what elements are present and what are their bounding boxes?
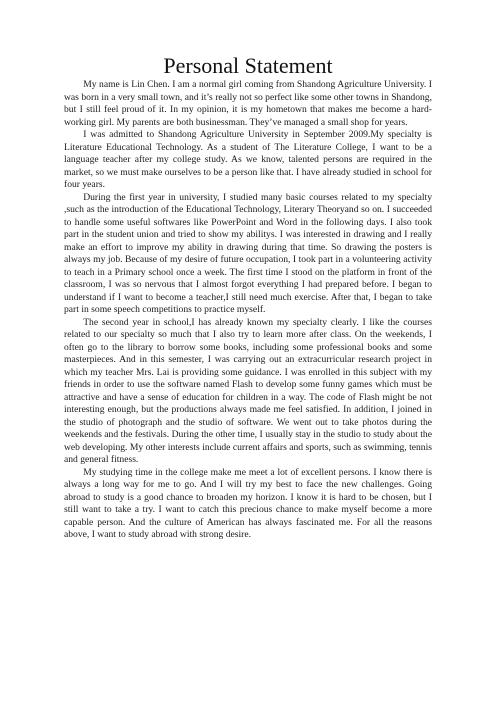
paragraph-second-year: The second year in school,I has already known my specialty clearly. I like the courses related to our specialty so much that I also try to learn more after class. On the weekends, I often go to the library to borrow some books, including some professional books and some masterpieces. And in this semester, I was carrying out an extracurricular research project in which my teacher Mrs. Lai is providing some guidance. I was enrolled in this subject with my friends in order to use the software named Flash to develop some funny games which must be attractive and have a sense of education for children in a way. The code of Flash might be not interesting enough, but the productions always made me feel satisfied. In addition, I joined in the studio of photograph and the studio of software. We went out to take photos during the weekends and the festivals. During the other time, I usually stay in the studio to study about the web developing. My other interests include current affairs and sports, such as swimming, tennis and general fitness.	[64, 316, 432, 465]
page-title: Personal Statement	[163, 53, 333, 78]
paragraph-first-year: During the first year in university, I studied many basic courses related to my specialty ,such as the introduction of the Educational Technology, Literary Theoryand so on. I succeeded to handle some useful softwares like PowerPoint and Word in the following days. I also took part in the student union and tried to show my abilitys. I was interested in drawing and I really make an effort to improve my ability in drawing during that time. So drawing the posters is always my job. Because of my desire of future occupation, I took part in a volunteering activity to teach in a Primary school once a week. The first time I stood on the platform in front of the classroom, I was so nervous that I almost forgot everything I had prepared before. I began to understand if I want to become a teacher,I still need much exercise. After that, I began to take part in some speech competitions to practice myself.	[64, 191, 432, 315]
paragraph-intro: My name is Lin Chen. I am a normal girl coming from Shandong Agriculture University. I was born in a very small town, and it’s really not so perfect like some other towns in Shandong, but I still feel proud of it. In my opinion, it is my hometown that makes me become a hard-working girl. My parents are both businessman. They’ve managed a small shop for years.	[64, 79, 432, 128]
paragraph-conclusion: My studying time in the college make me meet a lot of excellent persons. I know there is always a long way for me to go. And I will try my best to face the new challenges. Going abroad to study is a good chance to broaden my horizon. I know it is hard to be chosen, but I still want to take a try. I want to catch this precious chance to make myself become a more capable person. And the culture of American has always fascinated me. For all the reasons above, I want to study abroad with strong desire.	[64, 466, 432, 540]
paragraph-admission: I was admitted to Shandong Agriculture University in September 2009.My specialty is Literature Educational Technology. As a student of The Literature College, I want to be a language teacher after my college study. As we know, talented persons are required in the market, so we must make ourselves to be a person like that. I have already studied in school for four years.	[64, 129, 432, 190]
statement-body	[64, 79, 432, 542]
